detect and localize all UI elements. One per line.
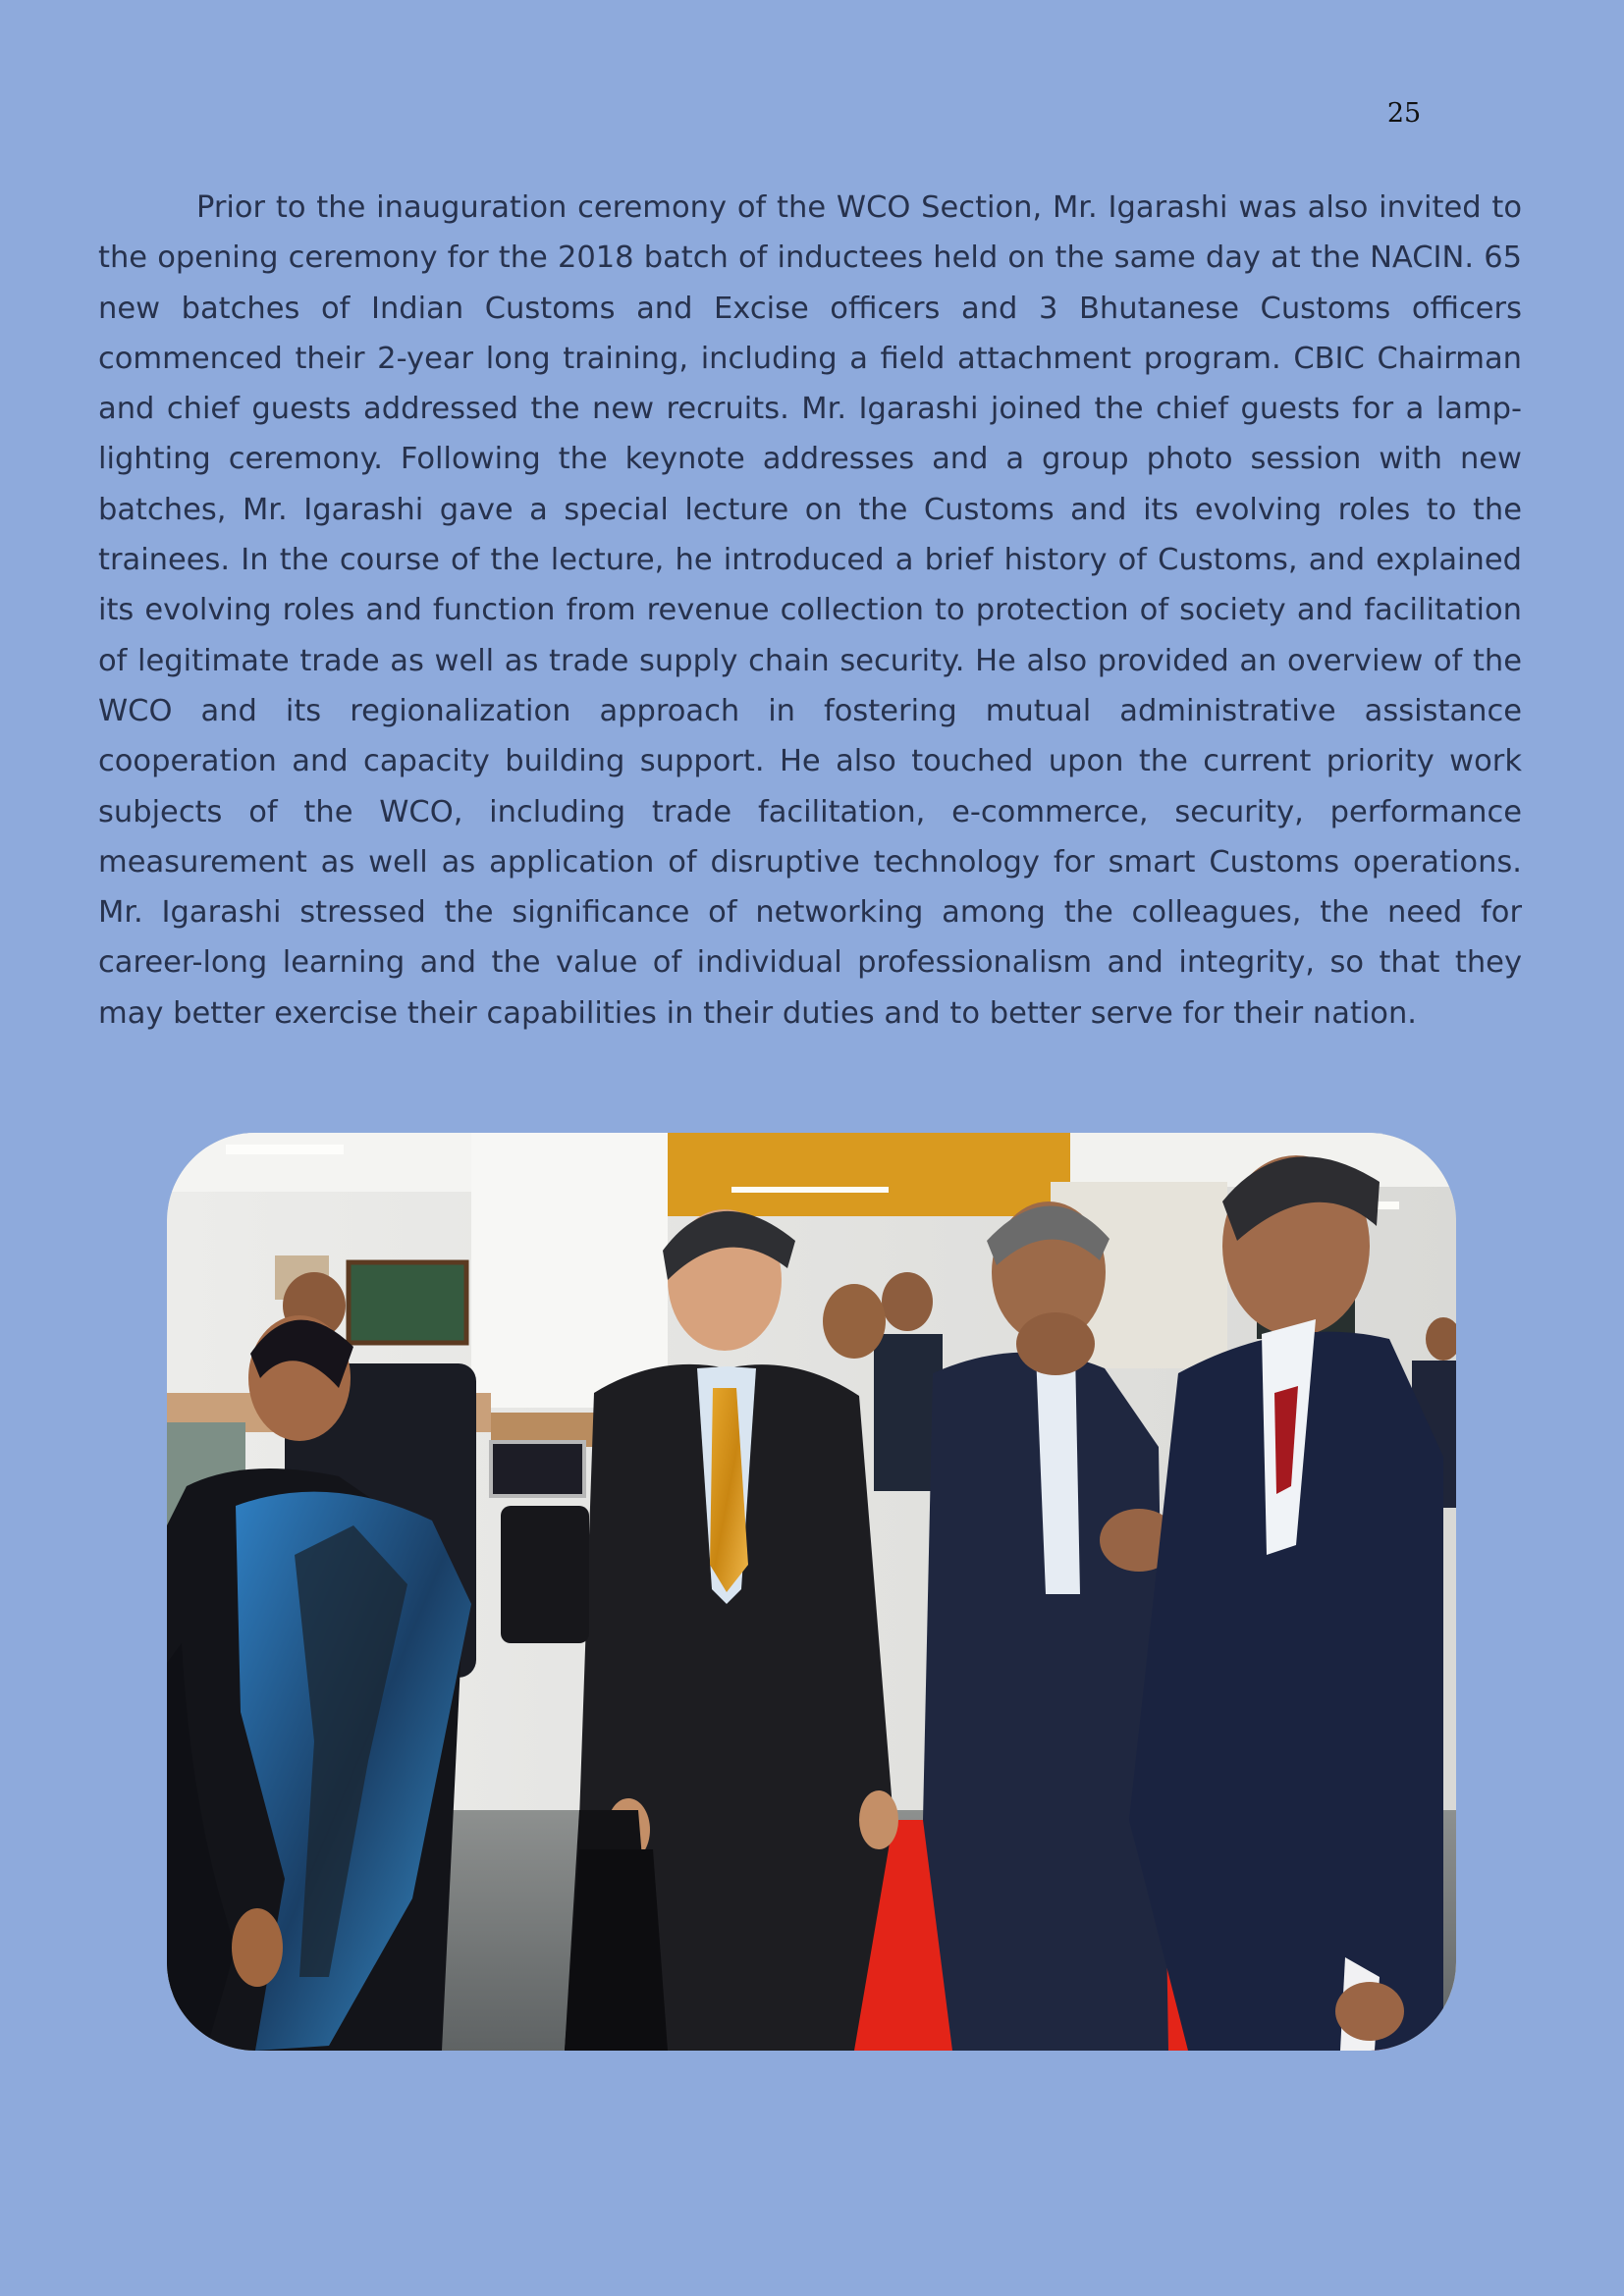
article-paragraph: Prior to the inauguration ceremony of the WCO Section, Mr. Igarashi was also invited to the opening ceremony for the 2018 batch of inductees held on the same day at the NACIN. 65 new batches of Indian Customs and Excise officers and 3 Bhutanese Customs officers commenced their 2-year long training, including a field attachment program. CBIC Chairman and chief guests addressed the new recruits. Mr. Igarashi joined the chief guests for a lamp-lighting ceremony. Following the keynote addresses and a group photo session with new batches, Mr. Igarashi gave a special lecture on the Customs and its evolving roles to the trainees. In the course of the lecture, he introduced a brief history of Customs, and explained its evolving roles and function from revenue collection to protection of society and facilitation of legitimate trade as well as trade supply chain security. He also provided an overview of the WCO and its regionalization approach in fostering mutual administrative assistance cooperation and capacity building support. He also touched upon the current priority work subjects of the WCO, including trade facilitation, e-commerce, security, performance measurement as well as application of disruptive technology for smart Customs operations. Mr. Igarashi stressed the significance of networking among the colleagues, the need for career-long learning and the value of individual professionalism and integrity, so that they may better exercise their capabilities in their duties and to better serve for their nation.: [98, 190, 1522, 1031]
page-number: 25: [1386, 98, 1422, 129]
event-photo-illustration: [167, 1133, 1456, 2051]
event-photo: [167, 1133, 1456, 2051]
